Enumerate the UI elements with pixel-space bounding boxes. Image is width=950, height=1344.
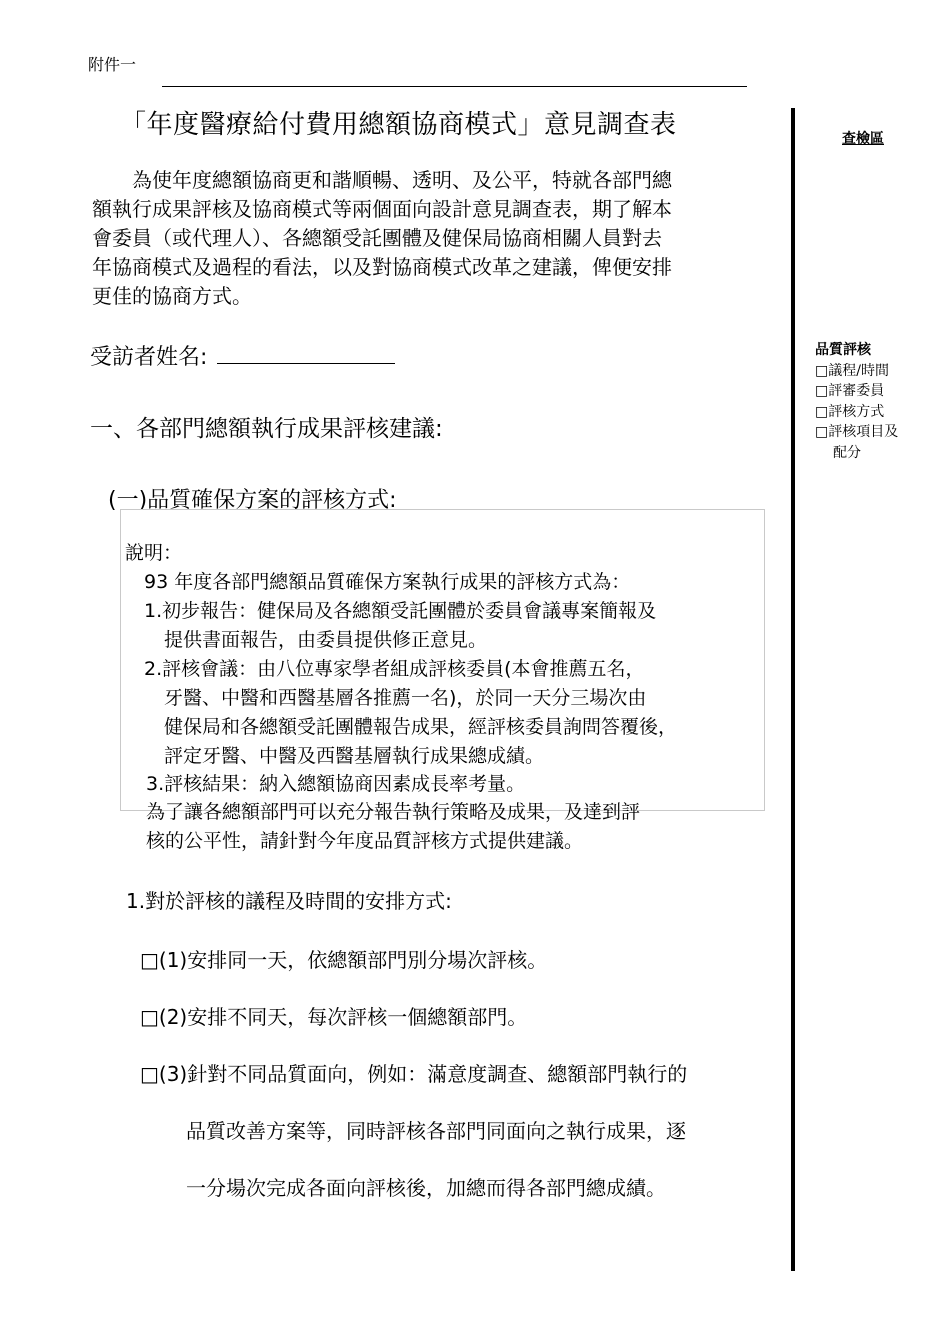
option-3-cont: 品質改善方案等，同時評核各部門同面向之執行成果，逐 — [186, 1119, 686, 1143]
checkbox-icon[interactable]: □ — [140, 1005, 159, 1029]
checklist-item[interactable]: □評審委員 — [815, 383, 885, 399]
note-item-2-cont: 評定牙醫、中醫及西醫基層執行成果總成績。 — [164, 745, 545, 767]
intro-paragraph — [92, 166, 752, 311]
note-item-2: 2.評核會議：由八位專家學者組成評核委員(本會推薦五名， — [144, 658, 645, 680]
intro-line: 年協商模式及過程的看法，以及對協商模式改革之建議，俾便安排 — [92, 255, 672, 279]
checkbox-icon[interactable]: □ — [140, 1062, 159, 1086]
option-2 — [140, 1001, 527, 1030]
note-item-2-cont: 健保局和各總額受託團體報告成果，經評核委員詢問答覆後， — [164, 716, 678, 738]
option-text: (3)針對不同品質面向，例如：滿意度調查、總額部門執行的 — [158, 1062, 688, 1086]
checklist-item-cont: 配分 — [833, 444, 861, 461]
option-text: (2)安排不同天，每次評核一個總額部門。 — [158, 1005, 528, 1029]
intro-line: 會委員（或代理人）、各總額受託團體及健保局協商相關人員對去 — [92, 226, 662, 250]
option-3 — [140, 1058, 687, 1087]
section-title: 一、各部門總額執行成果評核建議: — [90, 416, 443, 442]
header-rule — [162, 86, 747, 87]
note-advice: 核的公平性，請針對今年度品質評核方式提供建議。 — [146, 830, 584, 852]
attachment-label: 附件一 — [88, 55, 137, 74]
intro-line: 為使年度總額協商更和諧順暢、透明、及公平，特就各部門總 — [92, 168, 672, 192]
note-label: 說明： — [125, 542, 183, 564]
checklist-heading: 品質評核 — [815, 342, 871, 358]
sidebar-divider — [791, 108, 795, 1271]
interviewee-name-field[interactable] — [217, 341, 395, 364]
checkbox-icon[interactable]: □ — [140, 948, 159, 972]
checklist-item[interactable]: □評核項目及 — [815, 424, 899, 440]
checklist-item[interactable]: □議程/時間 — [815, 362, 889, 379]
quality-checklist — [815, 340, 898, 463]
interviewee-row — [90, 340, 395, 371]
note-advice: 為了讓各總額部門可以充分報告執行策略及成果，及達到評 — [146, 801, 641, 823]
intro-line: 額執行成果評核及協商模式等兩個面向設計意見調查表，期了解本 — [92, 197, 672, 221]
question-label: 1.對於評核的議程及時間的安排方式: — [126, 889, 452, 913]
check-area-title: 查檢區 — [842, 131, 884, 147]
note-intro: 93 年度各部門總額品質確保方案執行成果的評核方式為： — [144, 571, 631, 593]
note-item-3: 3.評核結果：納入總額協商因素成長率考量。 — [146, 773, 526, 795]
option-3-cont: 一分場次完成各面向評核後，加總而得各部門總成績。 — [186, 1176, 666, 1200]
option-text: (1)安排同一天，依總額部門別分場次評核。 — [158, 948, 548, 972]
interviewee-label: 受訪者姓名: — [90, 345, 208, 370]
note-item-1: 1.初步報告：健保局及各總額受託團體於委員會議專案簡報及 — [144, 600, 657, 622]
subsection-title: (一)品質確保方案的評核方式: — [108, 488, 397, 513]
option-1 — [140, 944, 547, 973]
checklist-item[interactable]: □評核方式 — [815, 403, 885, 420]
intro-line: 更佳的協商方式。 — [92, 284, 252, 308]
note-item-2-cont: 牙醫、中醫和西醫基層各推薦一名)，於同一天分三場次由 — [164, 687, 647, 709]
note-item-1-cont: 提供書面報告，由委員提供修正意見。 — [164, 629, 488, 651]
page-title: 「年度醫療給付費用總額協商模式」意見調查表 — [120, 110, 677, 140]
